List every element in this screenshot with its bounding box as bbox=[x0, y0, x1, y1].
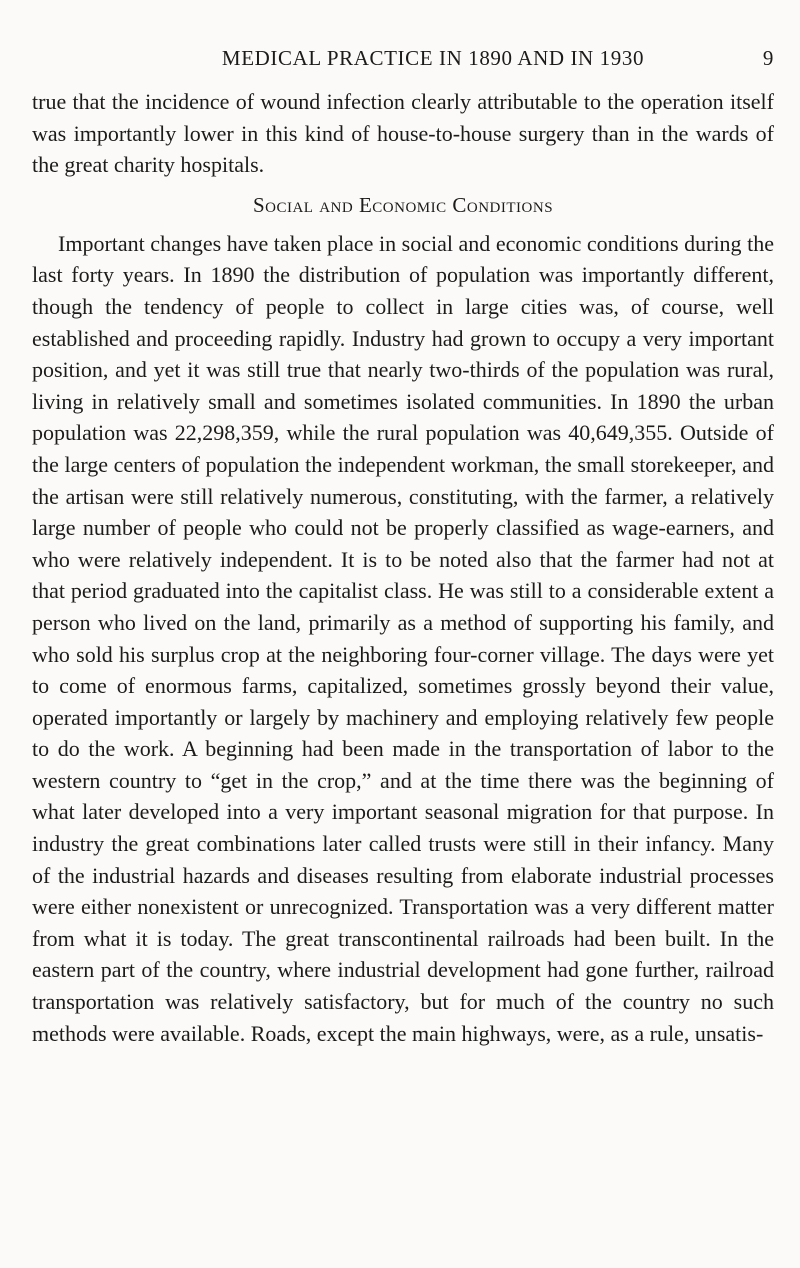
page-number: 9 bbox=[762, 46, 774, 70]
book-page bbox=[32, 46, 774, 1049]
body-paragraph: Important changes have taken place in social and economic conditions during the last forty years. In 1890 the distribution of population was importantly different, though the tendency of people to collect in large cities was, of course, well established and proceeding rapidly. Industry had grown to occupy a very important position, and yet it was still true that nearly two-thirds of the population was rural, living in relatively small and sometimes isolated communities. In 1890 the urban population was 22,298,359, while the rural population was 40,649,355. Outside of the large centers of population the independent workman, the small storekeeper, and the artisan were still relatively numerous, constituting, with the farmer, a relatively large number of people who could not be properly classified as wage-earners, and who were relatively independent. It is to be noted also that the farmer had not at that period graduated into the capitalist class. He was still to a considerable extent a person who lived on the land, primarily as a method of supporting his family, and who sold his surplus crop at the neighboring four-corner village. The days were yet to come of enormous farms, capitalized, sometimes grossly beyond their value, operated importantly or largely by machinery and employing relatively few people to do the work. A beginning had been made in the transportation of labor to the western country to “get in the crop,” and at the time there was the beginning of what later developed into a very important seasonal migration for that purpose. In industry the great combinations later called trusts were still in their infancy. Many of the industrial hazards and diseases resulting from elaborate industrial processes were either nonexistent or unrecognized. Transportation was a very different matter from what it is today. The great transcontinental railroads had been built. In the eastern part of the country, where industrial development had gone further, railroad transportation was relatively satisfactory, but for much of the country no such methods were available. Roads, except the main highways, were, as a rule, unsatis- bbox=[32, 230, 774, 1046]
running-head bbox=[32, 46, 774, 86]
continued-paragraph: true that the incidence of wound infection clearly attributable to the operation itself was importantly lower in this kind of house-to-house surgery than in the wards of the great charity hospitals. bbox=[32, 89, 774, 178]
section-heading: Social and Economic Conditions bbox=[252, 192, 554, 217]
running-head-title: MEDICAL PRACTICE IN 1890 AND IN 1930 bbox=[221, 46, 645, 70]
